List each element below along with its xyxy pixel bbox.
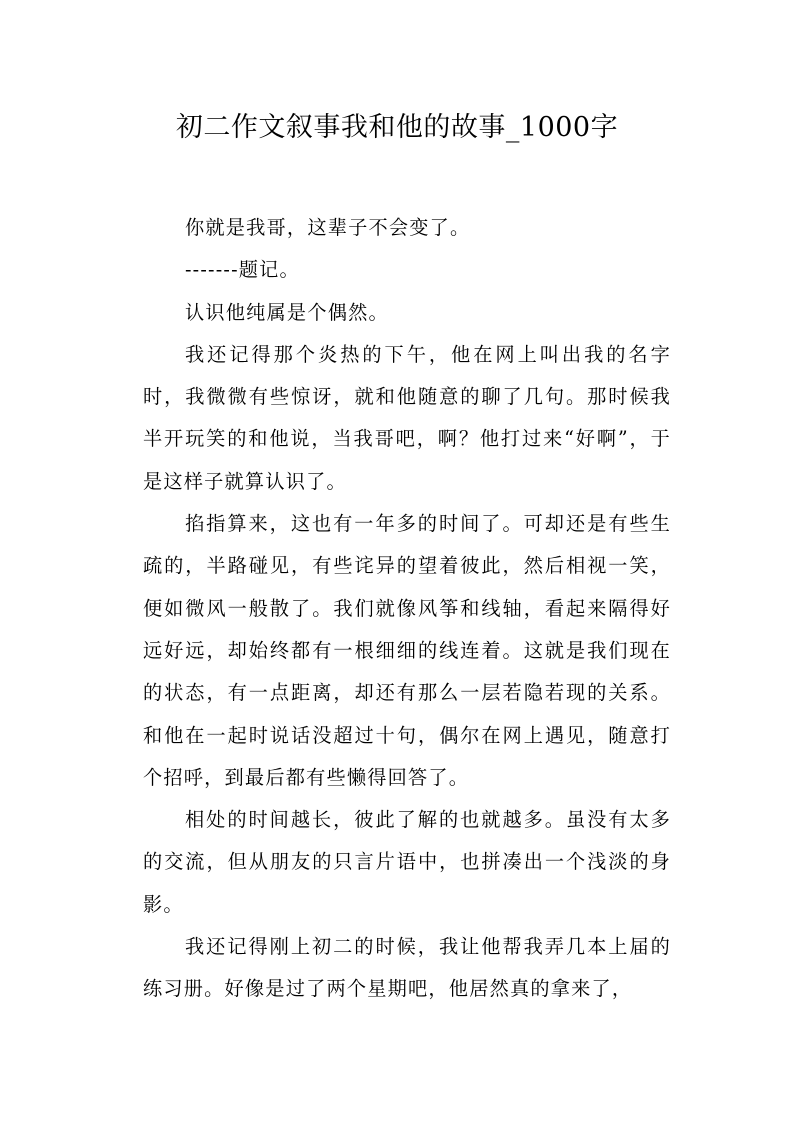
paragraph: 我还记得刚上初二的时候，我让他帮我弄几本上届的练习册。好像是过了两个星期吧，他居然真的拿来了， <box>143 935 671 1001</box>
paragraph: 我还记得那个炎热的下午，他在网上叫出我的名字时，我微微有些惊讶，就和他随意的聊了几句。那时候我半开玩笑的和他说，当我哥吧，啊？他打过来“好啊”，于是这样子就算认识了。 <box>143 342 671 493</box>
paragraph: 认识他纯属是个偶然。 <box>185 300 389 324</box>
paragraph: 掐指算来，这也有一年多的时间了。可却还是有些生疏的，半路碰见，有些诧异的望着彼此，然后相视一笑，便如微风一般散了。我们就像风筝和线轴，看起来隔得好远好远，却始终都有一根细细的线连着。这就是我们现在的状态，有一点距离，却还有那么一层若隐若现的关系。和他在一起时说话没超过十句，偶尔在网上遇见，随意打个招呼，到最后都有些懒得回答了。 <box>143 512 671 789</box>
document-body <box>143 207 671 1011</box>
document-title: 初二作文叙事我和他的故事_1000字 <box>175 112 619 143</box>
paragraph-epigraph-note: -------题记。 <box>185 258 300 282</box>
paragraph-epigraph: 你就是我哥，这辈子不会变了。 <box>185 216 471 239</box>
paragraph: 相处的时间越长，彼此了解的也就越多。虽没有太多的交流，但从朋友的只言片语中，也拼凑出一个浅淡的身影。 <box>143 808 671 916</box>
